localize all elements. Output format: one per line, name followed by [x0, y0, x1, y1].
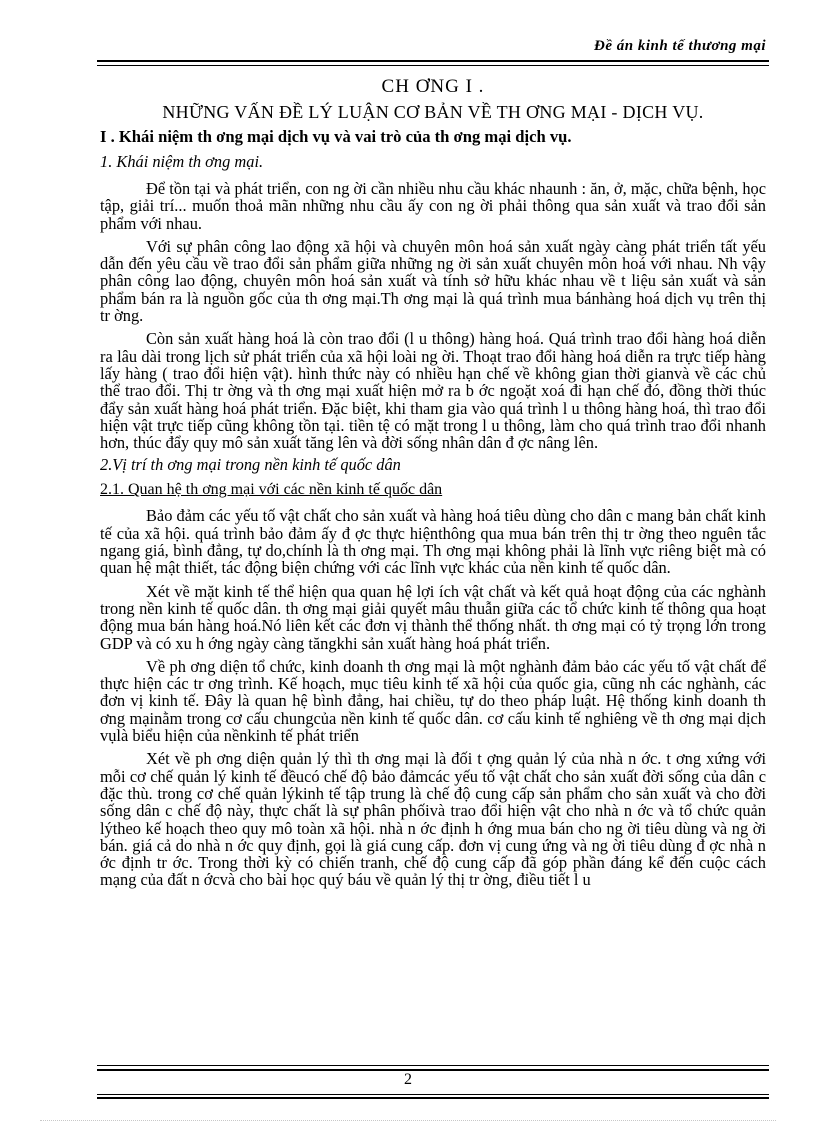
footer-rule [97, 1065, 769, 1066]
paragraph: Về ph ơng diện tổ chức, kinh doanh th ơng mại là một nghành đảm bảo các yếu tố vật chất để thực hiện các tr ơng trình. Kế hoạch, mục tiêu kinh tế xã hội của quốc gia, cũng nh các nghành, các đơn vị kinh tế. Đây là quan hệ bình đẳng, hai chiều, tự do theo pháp luật. Hệ thống kinh doanh th ơng mạinằm trong cơ cấu chungcủa nền kinh tế quốc dân. cơ cấu kinh tế nghiêng về th ơng mại dịch vụlà biểu hiện của nềnkinh tế phát triển [100, 656, 766, 746]
paragraph: Còn sản xuất hàng hoá là còn trao đổi (l u thông) hàng hoá. Quá trình trao đổi hàng hoá diễn ra lâu dài trong lịch sử phát triển của xã hội loài ng ời. Thoạt trao đổi hàng hoá diễn ra trực tiếp hàng lấy hàng ( trao đổi hiện vật). hình thức này có nhiều hạn chế về không gian thời gianvà về các chủ thể trao đổi. Thị tr ờng và th ơng mại xuất hiện mở ra b ớc ngoặt xoá đi hạn chế đó, đồng thời thúc đẩy sản xuất hàng hoá phát triển. Đặc biệt, khi tham gia vào quá trình l u thông hàng hoá, thì trao đổi hiện vật trực tiếp cũng không tồn tại. tiền tệ có mặt trong l u thông, làm cho quá trình trao đổi nhanh hơn, thúc đẩy quy mô sản xuất tăng lên và đời sống nhân dân đ ợc nâng lên. [100, 329, 766, 453]
page-edge-dotted-line [40, 1120, 776, 1121]
running-header: Đề án kinh tế thương mại [594, 38, 766, 54]
paragraph: Xét về ph ơng diện quản lý thì th ơng mại là đối t ợng quản lý của nhà n ớc. t ơng xứng với mỗi cơ chế quản lý kinh tế đềucó chế độ bảo đảmcác yếu tố vật chất cho sản xuất đời sống của dân c đặc thù. trong cơ chế quản lýkinh tế tập trung là chế độ cung cấp sản phẩm cho sản xuất và cho đời sống dân c chế độ này, thực chất là sự phân phốivà trao đổi hiện vật cho nhà n ớc và tổ chức quản lýtheo kế hoạch theo quy mô toàn xã hội. nhà n ớc định h ớng mua bán cho ng ời tiêu dùng và ng ời bán. giá cả do nhà n ớc quy định, gọi là giá cung cấp. đơn vị cung ứng và ng ời tiêu dùng đ ợc nhà n ớc định tr ớc. Trong thời kỳ có chiến tranh, chế độ cung cấp đã góp phần đáng kể đến cuộc cách mạng của đất n ớcvà cho bài học quý báu về quản lý thị tr ờng, điều tiết l u [100, 749, 766, 890]
paragraph: Xét về mặt kinh tế thể hiện qua quan hệ lợi ích vật chất và kết quả hoạt động của các nghành trong nền kinh tế quốc dân. th ơng mại giải quyết mâu thuẫn giữa các tổ chức kinh tế thông qua hoạt động mua bán hàng hoá.Nó liên kết các đơn vị thành thể thống nhất. th ơng mại có tỷ trọng lớn trong GDP và có xu h ớng ngày càng tăngkhi sản xuất hàng hoá phát triển. [100, 581, 766, 653]
paragraph: Với sự phân công lao động xã hội và chuyên môn hoá sản xuất ngày càng phát triển tất yếu dẫn đến yêu cầu về trao đổi sản phẩm giữa những ng ời sản xuất chuyên môn hoá với nhau. Nh vậy phân công lao động, chuyên môn hoá sản xuất và tính sở hữu khác nhau về t liệu sản xuất và sản phẩm bán ra là nguồn gốc của th ơng mại.Th ơng mại là quá trình mua bánhàng hoá dịch vụ trên thị tr ờng. [100, 236, 766, 326]
paragraph: Để tồn tại và phát triển, con ng ời cần nhiều nhu cầu khác nhaunh : ăn, ở, mặc, chữa bệnh, học tập, giải trí... muốn thoả mãn những nhu cầu ấy con ng ời phải thông qua sản xuất và trao đổi sản phẩm với nhau. [100, 179, 766, 233]
header-rule-thin [97, 65, 769, 66]
page-body [100, 76, 766, 889]
footer-rule-lower-thick [97, 1097, 769, 1099]
subsection-heading: 2.Vị trí th ơng mại trong nền kinh tế quốc dân [100, 455, 401, 475]
paragraph: Bảo đảm các yếu tố vật chất cho sản xuất và hàng hoá tiêu dùng cho dân c mang bản chất kinh tế của xã hội. quá trình bảo đảm ấy đ ợc thực hiệnthông qua mua bán trên thị tr ờng theo nguên tắc ngang giá, bình đẳng, tự do,chính là th ơng mại. Th ơng mại không phải là lĩnh vực riêng biệt mà có quan hệ mật thiết, tác động biện chứng với các lĩnh vực khác của nền kinh tế quốc dân. [100, 506, 766, 578]
subsubsection-heading: 2.1. Quan hệ th ơng mại với các nền kinh tế quốc dân [100, 481, 443, 499]
header-rule [97, 60, 769, 62]
subsection-heading: 1. Khái niệm th ơng mại. [100, 152, 264, 171]
page-number: 2 [404, 1071, 412, 1088]
section-heading: I . Khái niệm th ơng mại dịch vụ và vai trò của th ơng mại dịch vụ. [100, 127, 572, 146]
footer-rule-lower [97, 1094, 769, 1095]
chapter-title: CH ƠNG I . [381, 76, 485, 97]
chapter-subtitle: NHỮNG VẤN ĐỀ LÝ LUẬN CƠ BẢN VỀ TH ƠNG MẠI - DỊCH VỤ. [162, 102, 704, 122]
